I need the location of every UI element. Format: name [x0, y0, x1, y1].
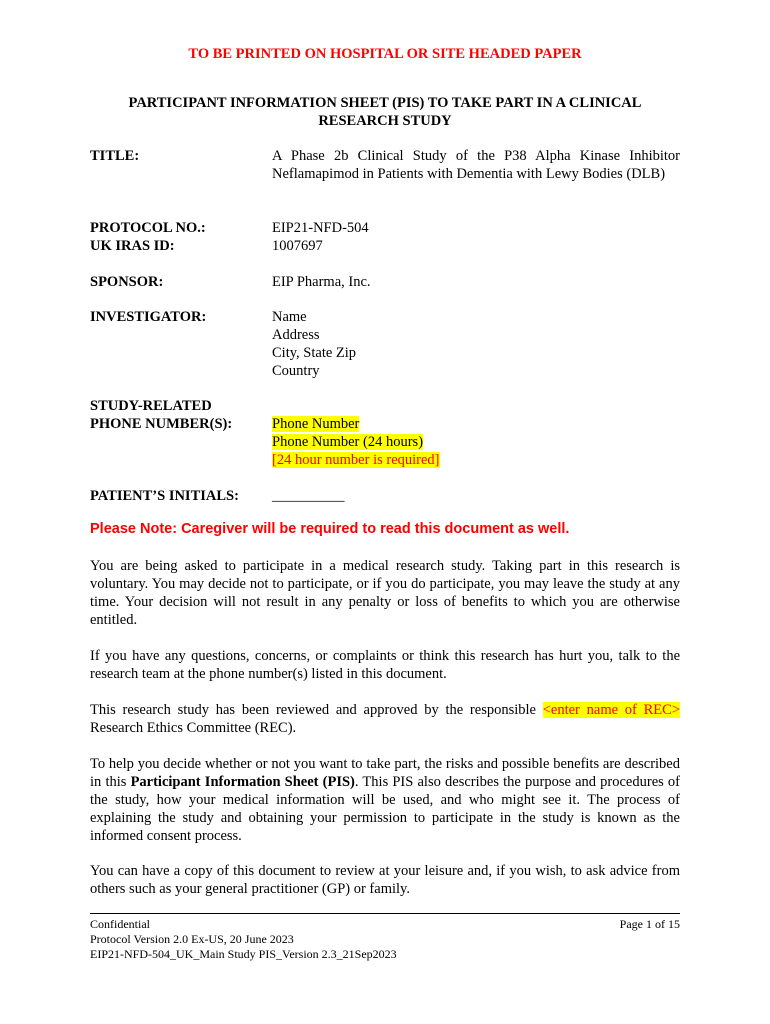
paragraph-questions: If you have any questions, concerns, or complaints or think this research has hurt you, talk to the research team at the phone number(s) listed in this document.: [90, 648, 680, 682]
phone-label-line-2: PHONE NUMBER(S):: [90, 416, 233, 432]
investigator-country-line: Country: [272, 363, 320, 379]
paragraph-rec: [90, 701, 680, 737]
footer-page-number: Page 1 of 15: [619, 917, 680, 931]
protocol-value: EIP21-NFD-504: [272, 220, 369, 236]
paragraph-pis-text-2: . This PIS also describes the purpose and procedures of the study, how your medical information will be used, and who might see it. The process of explaining the study and obtaining your permission to participate in the study is known as the informed consent process.: [90, 774, 681, 844]
paragraph-rec-text-1: This research study has been reviewed and approved by the responsible: [90, 702, 543, 718]
pis-bold-term: Participant Information Sheet (PIS): [130, 774, 355, 790]
print-instruction-banner: TO BE PRINTED ON HOSPITAL OR SITE HEADED PAPER: [188, 46, 582, 62]
paragraph-copy: You can have a copy of this document to review at your leisure and, if you wish, to ask advice from others such as your general practitioner (GP) or family.: [90, 863, 680, 897]
paragraph-voluntary: You are being asked to participate in a medical research study. Taking part in this research is voluntary. You may decide not to participate, or if you do participate, you may leave the study at any time. Your decision will not result in any penalty or loss of benefits to which you are otherwise entitled.: [90, 558, 680, 628]
paragraph-pis: [90, 755, 680, 845]
phone-required-note: [24 hour number is required]: [272, 452, 440, 468]
paragraph-pis-text-1: To help you decide whether or not you want to take part, the risks and possible benefits are described in this: [90, 756, 680, 790]
phone-label-line-1: STUDY-RELATED: [90, 398, 212, 414]
phone-label: [90, 397, 265, 433]
rec-name-placeholder: <enter name of REC>: [542, 702, 680, 718]
investigator-label: INVESTIGATOR:: [90, 309, 207, 325]
document-title: [90, 94, 680, 130]
sponsor-label: SPONSOR:: [90, 274, 164, 290]
phone-values: [272, 415, 680, 469]
phone-number-24h: Phone Number (24 hours): [272, 434, 424, 450]
investigator-address: [272, 308, 680, 380]
investigator-city-line: City, State Zip: [272, 345, 357, 361]
initials-blank: __________: [272, 488, 345, 504]
sponsor-value: EIP Pharma, Inc.: [272, 274, 371, 290]
study-title-value: A Phase 2b Clinical Study of the P38 Alpha Kinase Inhibitor Neflamapimod in Patients with Dementia with Lewy Bodies (DLB): [272, 148, 680, 182]
caregiver-note: Please Note: Caregiver will be required to read this document as well.: [90, 521, 570, 537]
phone-number: Phone Number: [272, 416, 360, 432]
investigator-address-line: Address: [272, 327, 320, 343]
document-title-line-1: PARTICIPANT INFORMATION SHEET (PIS) TO TAKE PART IN A CLINICAL: [128, 95, 642, 111]
footer-divider: [90, 913, 680, 914]
document-page: [90, 0, 680, 1024]
footer-document-id: EIP21-NFD-504_UK_Main Study PIS_Version 2.3_21Sep2023: [90, 947, 397, 961]
paragraph-rec-text-2: Research Ethics Committee (REC).: [90, 720, 297, 736]
document-title-line-2: RESEARCH STUDY: [318, 113, 452, 129]
initials-label: PATIENT’S INITIALS:: [90, 488, 239, 504]
footer-confidential: Confidential: [90, 917, 150, 931]
protocol-label: PROTOCOL NO.:: [90, 220, 206, 236]
iras-value: 1007697: [272, 238, 323, 254]
footer-protocol-version: Protocol Version 2.0 Ex-US, 20 June 2023: [90, 932, 294, 946]
investigator-name: Name: [272, 309, 307, 325]
page-footer: [90, 917, 680, 962]
iras-label: UK IRAS ID:: [90, 238, 175, 254]
study-title-label: TITLE:: [90, 148, 140, 164]
